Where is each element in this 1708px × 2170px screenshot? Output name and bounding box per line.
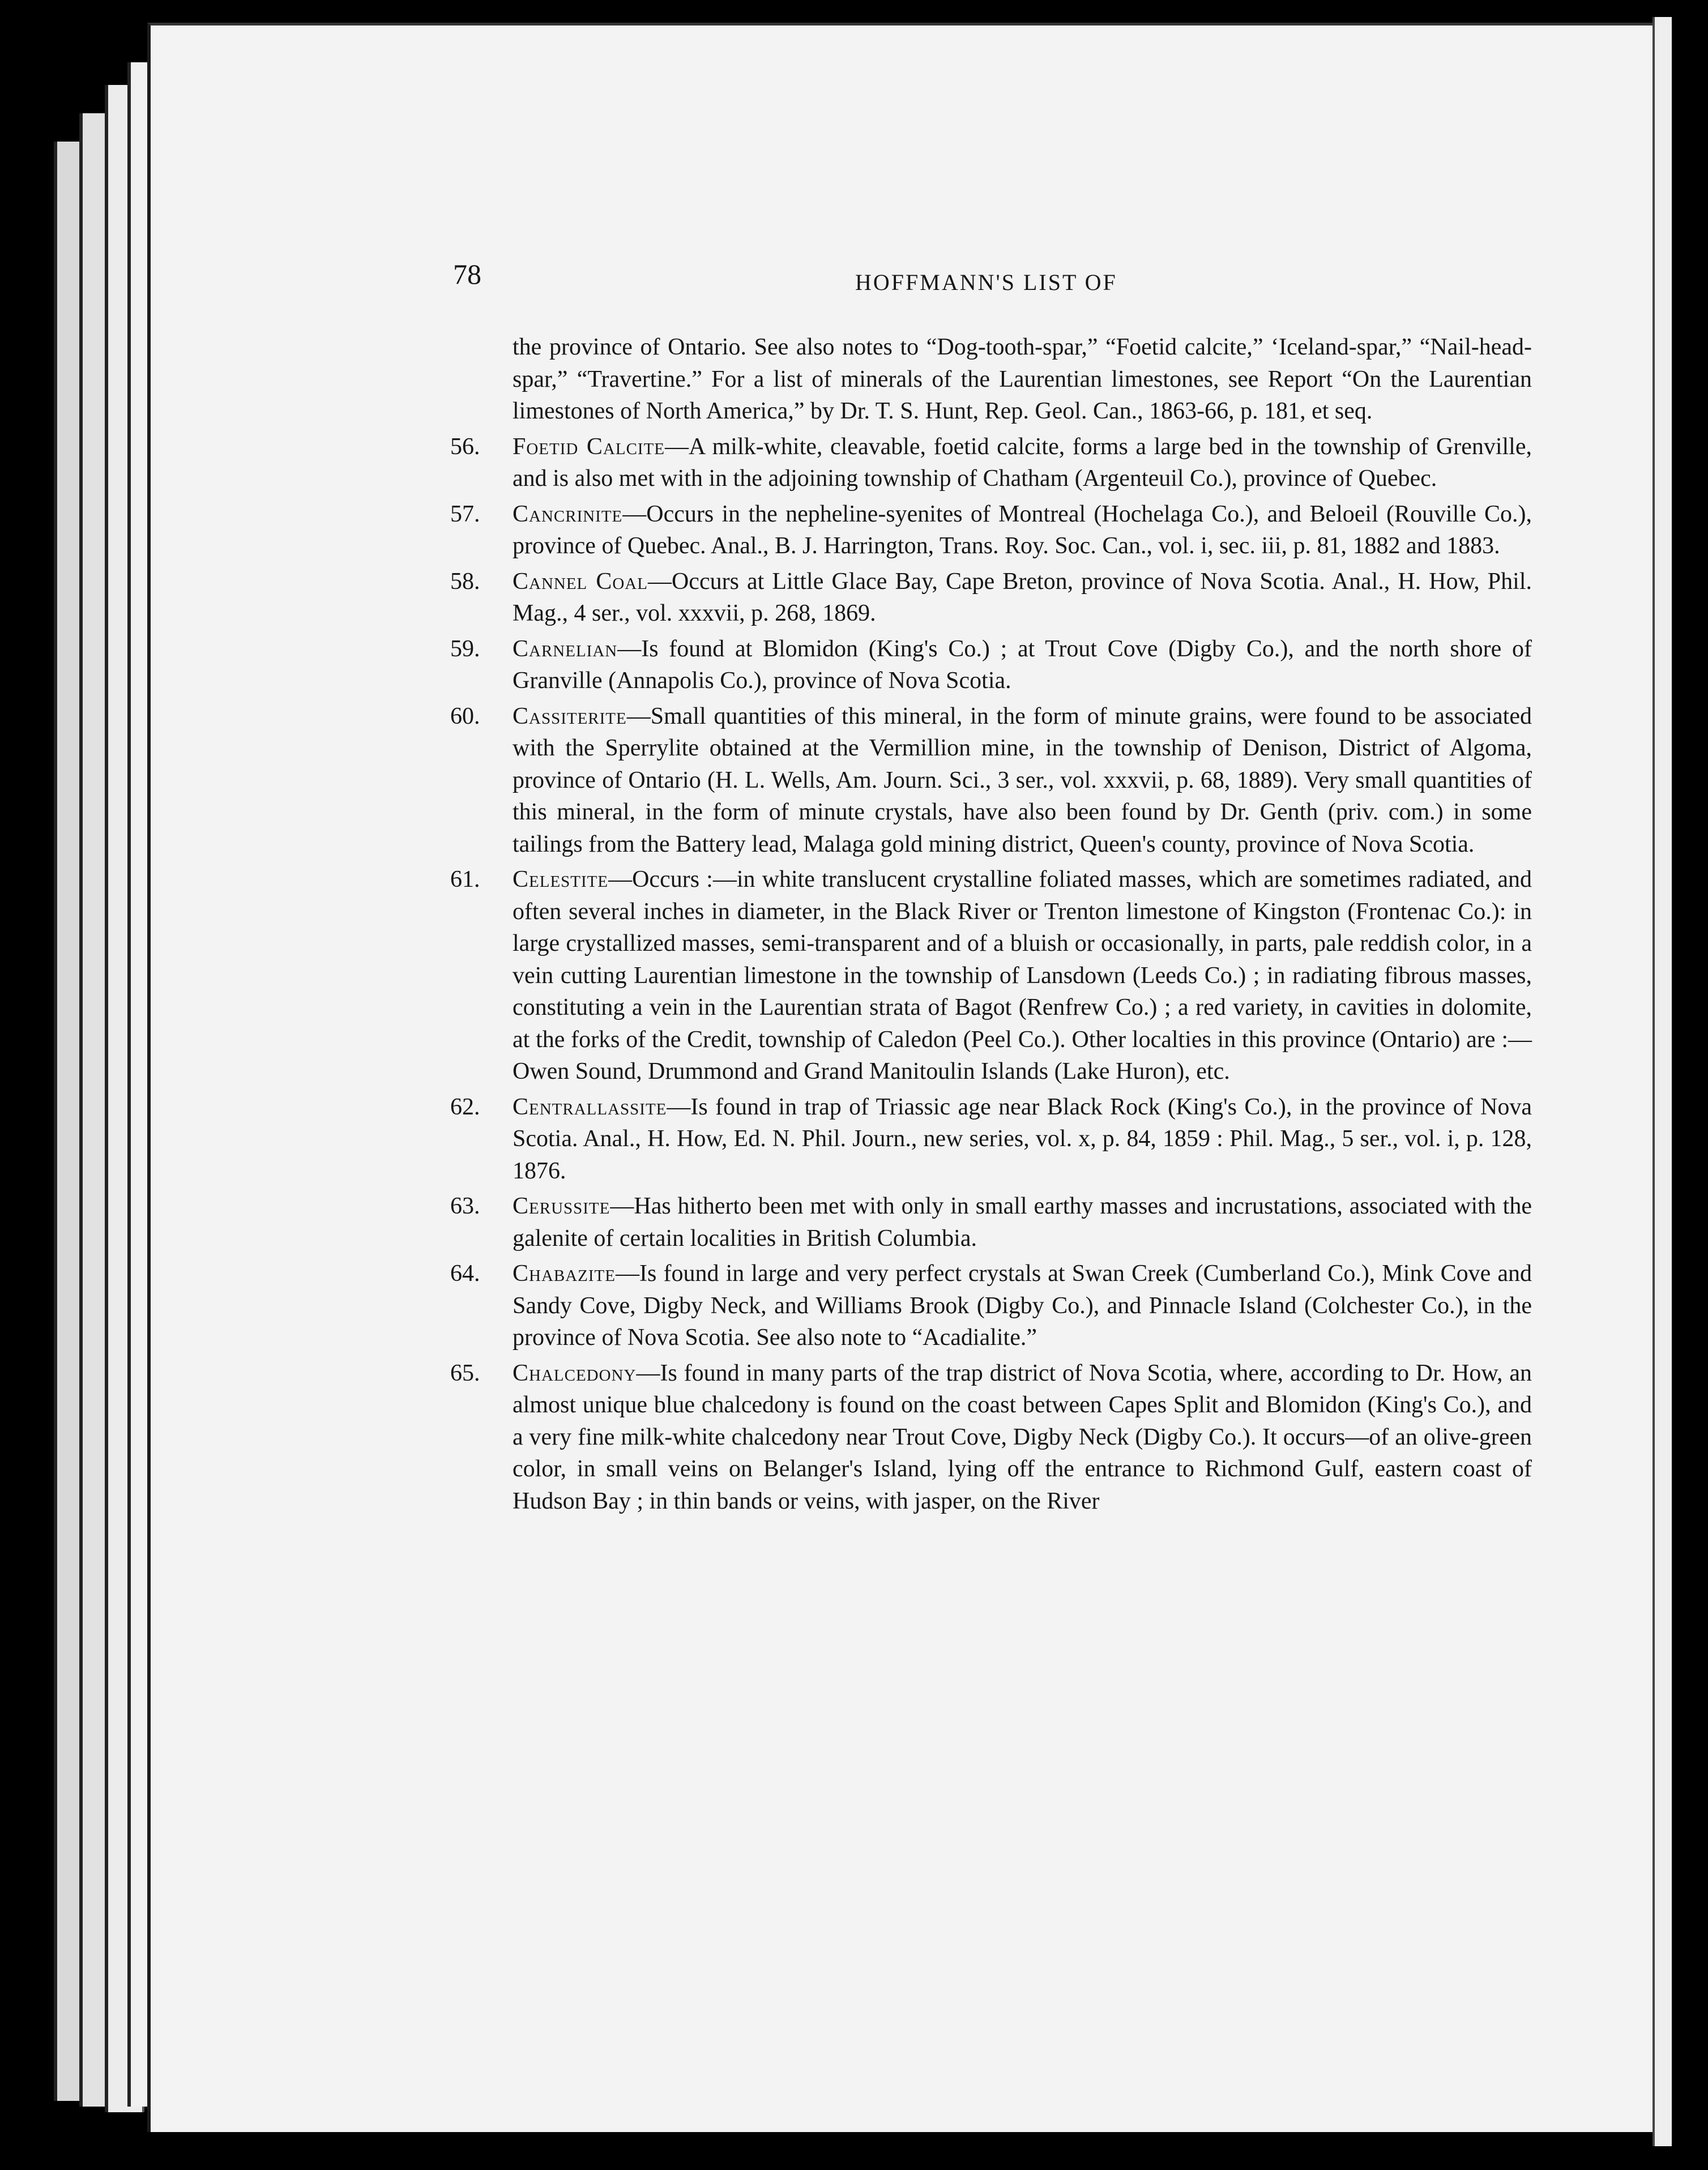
entry-term: Carnelian	[513, 635, 618, 662]
entry-text: —A milk-white, cleavable, foetid calcite, forms a large bed in the township of Grenville, and is also met with in the adjoining township of Chatham (Argenteuil Co.), province of Quebec.	[513, 433, 1532, 492]
entry-term: Cassiterite	[513, 703, 627, 729]
entry-number: 56.	[450, 433, 480, 460]
entry-58	[450, 566, 1532, 630]
entry-text: —Is found in many parts of the trap district of Nova Scotia, where, according to Dr. How, an almost unique blue chalcedony is found on the coast between Capes Split and Blomidon (King's Co.), and a very fine milk-white chalcedony near Trout Cove, Digby Neck (Digby Co.). It occurs—of an olive-green color, in small veins on Belanger's Island, lying off the entrance to Richmond Gulf, eastern coast of Hudson Bay ; in thin bands or veins, with jasper, on the River	[513, 1360, 1532, 1514]
entry-59	[450, 633, 1532, 697]
entry-61	[450, 864, 1532, 1088]
entry-term: Cerussite	[513, 1193, 610, 1219]
entry-term: Celestite	[513, 866, 609, 892]
page-number: 78	[453, 258, 481, 290]
entry-term: Cannel Coal	[513, 568, 648, 595]
entry-57	[450, 498, 1532, 562]
entry-number: 57.	[450, 501, 480, 527]
entry-56	[450, 431, 1532, 495]
entry-65	[450, 1357, 1532, 1518]
next-page-edge	[1653, 17, 1672, 2146]
entry-text: —Small quantities of this mineral, in the form of minute grains, were found to be associated with the Sperrylite obtained at the Vermillion mine, in the township of Denison, District of Algoma, province of Ontario (H. L. Wells, Am. Journ. Sci., 3 ser., vol. xxxvii, p. 68, 1889). Very small quantities of this mineral, in the form of minute crystals, have also been found by Dr. Genth (priv. com.) in some tailings from the Battery lead, Malaga gold mining district, Queen's county, province of Nova Scotia.	[513, 703, 1532, 857]
entry-text: —Is found at Blomidon (King's Co.) ; at Trout Cove (Digby Co.), and the north shore of Granville (Annapolis Co.), province of Nova Scotia.	[513, 635, 1532, 694]
binding-shadow	[1672, 0, 1708, 2170]
entry-text: —Is found in trap of Triassic age near Black Rock (King's Co.), in the province of Nova Scotia. Anal., H. How, Ed. N. Phil. Journ., new series, vol. x, p. 84, 1859 : Phil. Mag., 5 ser., vol. i, p. 128, 1876.	[513, 1093, 1532, 1184]
entry-number: 60.	[450, 703, 480, 729]
entry-number: 64.	[450, 1261, 480, 1287]
entry-number: 65.	[450, 1360, 480, 1386]
entry-60	[450, 700, 1532, 861]
entry-64	[450, 1258, 1532, 1354]
entry-term: Centrallassite	[513, 1093, 667, 1120]
entry-term: Chabazite	[513, 1261, 616, 1287]
entry-62	[450, 1091, 1532, 1187]
entry-63	[450, 1190, 1532, 1254]
entry-number: 58.	[450, 568, 480, 595]
entry-text: —Has hitherto been met with only in small earthy masses and incrustations, associated with the galenite of certain localities in British Columbia.	[513, 1193, 1532, 1251]
text-body	[450, 331, 1532, 1517]
entry-text: —Is found in large and very perfect crystals at Swan Creek (Cumberland Co.), Mink Cove and Sandy Cove, Digby Neck, and Williams Brook (Digby Co.), and Pinnacle Island (Colchester Co.), in the province of Nova Scotia. See also note to “Acadialite.”	[513, 1261, 1532, 1351]
entry-number: 62.	[450, 1093, 480, 1120]
entry-term: Chalcedony	[513, 1360, 637, 1386]
entry-number: 63.	[450, 1193, 480, 1219]
entry-text: —Occurs :—in white translucent crystalline foliated masses, which are sometimes radiated, and often several inches in diameter, in the Black River or Trenton limestone of Kingston (Frontenac Co.): in large crystallized masses, semi-transparent and of a bluish or occasionally, in parts, pale reddish color, in a vein cutting Laurentian limestone in the township of Lansdown (Leeds Co.) ; in radiating fibrous masses, constituting a vein in the Laurentian strata of Bagot (Renfrew Co.) ; a red variety, in cavities in dolomite, at the forks of the Credit, township of Caledon (Peel Co.). Other localties in this province (Ontario) are :—Owen Sound, Drummond and Grand Manitoulin Islands (Lake Huron), etc.	[513, 866, 1532, 1084]
entry-text: —Occurs at Little Glace Bay, Cape Breton, province of Nova Scotia. Anal., H. How, Phil. Mag., 4 ser., vol. xxxvii, p. 268, 1869.	[513, 568, 1532, 626]
running-head: HOFFMANN'S LIST OF	[855, 270, 1117, 295]
entry-text: —Occurs in the nepheline-syenites of Montreal (Hochelaga Co.), and Beloeil (Rouville Co.), province of Quebec. Anal., B. J. Harrington, Trans. Roy. Soc. Can., vol. i, sec. iii, p. 81, 1882 and 1883.	[513, 501, 1532, 559]
entry-term: Cancrinite	[513, 501, 623, 527]
entry-number: 61.	[450, 866, 480, 892]
intro-paragraph: the province of Ontario. See also notes to “Dog-tooth-spar,” “Foetid calcite,” ‘Iceland-spar,” “Nail-head-spar,” “Travertine.” For a list of minerals of the Laurentian limestones, see Report “On the Laurentian limestones of North America,” by Dr. T. S. Hunt, Rep. Geol. Can., 1863-66, p. 181, et seq.	[513, 334, 1532, 424]
entry-number: 59.	[450, 635, 480, 662]
entry-term: Foetid Calcite	[513, 433, 665, 460]
